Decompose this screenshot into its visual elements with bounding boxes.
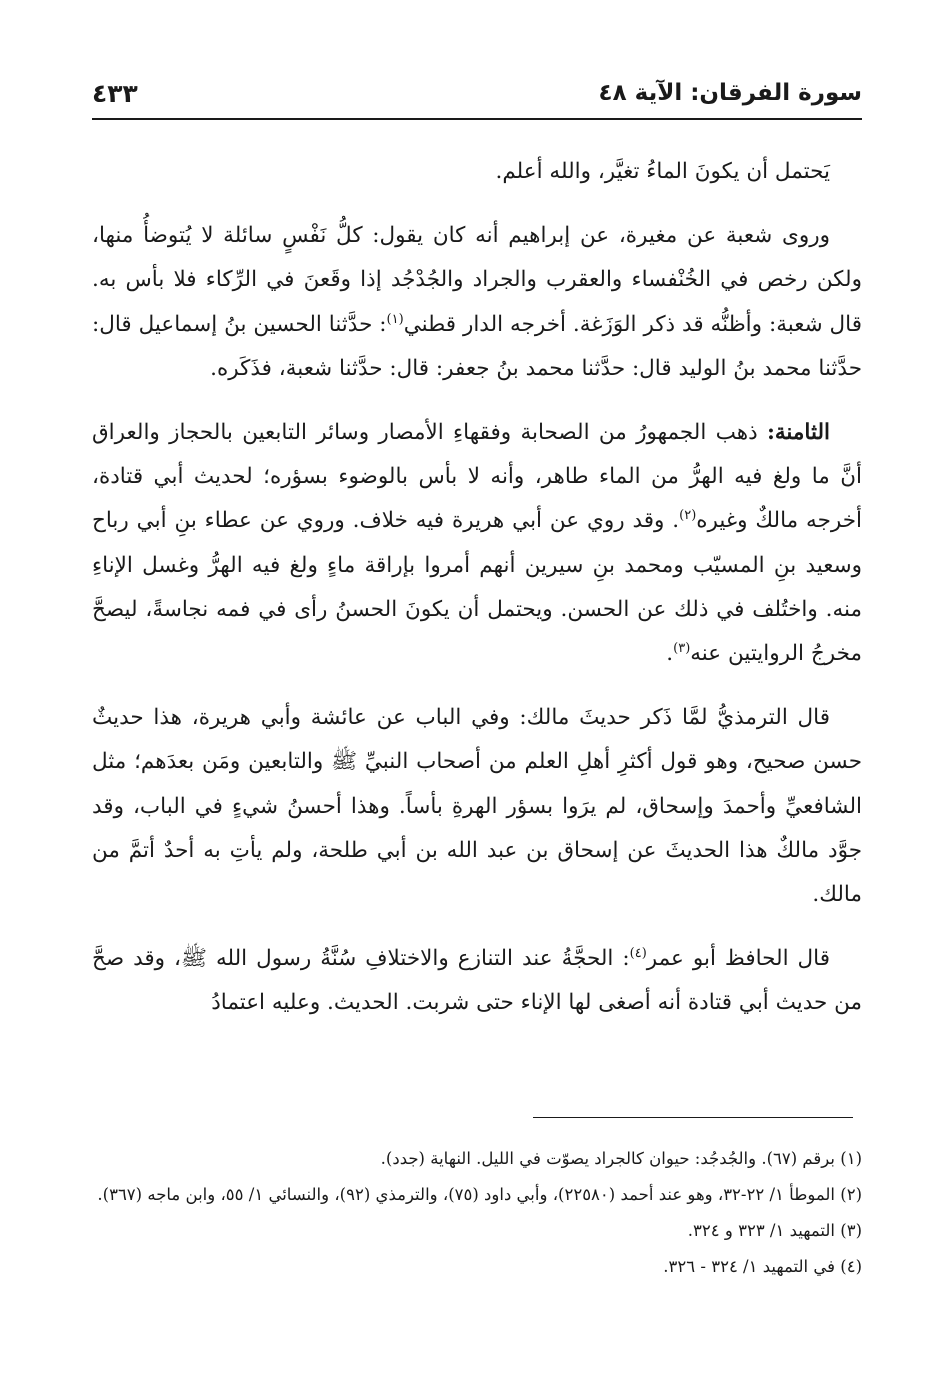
paragraph-3: الثامنة: ذهب الجمهورُ من الصحابة وفقهاءِ الأمصار وسائر التابعين بالحجاز والعراق أنَّ ما ولغ فيه الهرُّ من الماء طاهر، وأنه لا بأس بالوضوء بسؤره؛ لحديث أبي قتادة، أخرجه مالكٌ وغيره$^{(٢)}$. وقد روي عن أبي هريرة فيه خلاف. وروي عن عطاء بنِ أبي رباح وسعيد بنِ المسيّب ومحمد بنِ سيرين أنهم أمروا بإراقة ماءٍ ولغ فيه الهرُّ وغسل الإناءِ منه. واختُلف في ذلك عن الحسن. ويحتمل أن يكونَ الحسنُ رأى في فمه نجاسةً، ليصحَّ مخرجُ الروايتين عنه$^{(٣)}$.	[92, 420, 862, 667]
footnote-4: (٤) في التمهيد ١/ ٣٢٤ - ٣٢٦.	[663, 1257, 862, 1276]
footnote-ref-4[interactable]: (٤)	[629, 946, 647, 962]
footnotes	[92, 1144, 862, 1288]
footnote-divider	[533, 1117, 853, 1118]
paragraph-4: قال الترمذيُّ لمَّا ذَكر حديثَ مالك: وفي الباب عن عائشة وأبي هريرة، هذا حديثٌ حسن صحيح، وهو قول أكثرِ أهلِ العلم من أصحاب النبيِّ ﷺ والتابعين ومَن بعدَهم؛ مثل الشافعيِّ وأحمدَ وإسحاق، لم يرَوا بسؤر الهرةِ بأساً. وهذا أحسنُ شيءٍ في الباب، وقد جوَّد مالكٌ هذا الحديثَ عن إسحاق بن عبد الله بن أبي طلحة، ولم يأتِ به أحدٌ أتمَّ من مالك.	[92, 705, 862, 908]
section-lead: الثامنة:	[766, 420, 830, 446]
footnote-2: (٢) الموطأ ١/ ٢٢-٣٢، وهو عند أحمد (٢٢٥٨٠)، وأبي داود (٧٥)، والترمذي (٩٢)، والنسائي ١/ ٥٥، وابن ماجه (٣٦٧).	[97, 1185, 862, 1204]
page-number: ٤٣٣	[92, 78, 138, 108]
running-header	[92, 74, 862, 120]
paragraph-2: وروى شعبة عن مغيرة، عن إبراهيم أنه كان يقول: كلُّ نَفْسٍ سائلة لا يُتوضأُ منها، ولكن رخص في الخُنْفساء والعقرب والجراد والجُدْجُد إذا وقَعنَ في الرِّكاء فلا بأس به. قال شعبة: وأظنُّه قد ذكر الوَزَغة. أخرجه الدار قطني$^{(١)}$: حدَّثنا الحسين بنُ إسماعيل قال: حدَّثنا محمد بنُ الوليد قال: حدَّثنا محمد بنُ جعفر: قال: حدَّثنا شعبة، فذَكَره.	[92, 223, 862, 381]
footnote-ref-1[interactable]: (١)	[386, 311, 404, 327]
paragraph-1: يَحتمل أن يكونَ الماءُ تغيَّر، والله أعلم.	[495, 159, 830, 184]
footnote-ref-2[interactable]: (٢)	[679, 508, 697, 524]
main-text	[92, 150, 862, 1026]
footnote-ref-3[interactable]: (٣)	[673, 640, 691, 656]
footnote-1: (١) برقم (٦٧). والجُدجُد: حيوان كالجراد يصوّت في الليل. النهاية (جدد).	[380, 1149, 862, 1168]
chapter-title: سورة الفرقان: الآية ٤٨	[598, 80, 862, 106]
paragraph-5: قال الحافظ أبو عمر$^{(٤)}$: الحجَّةُ عند التنازع والاختلافِ سُنَّةُ رسول الله ﷺ، وقد صحَّ من حديث أبي قتادة أنه أصغى لها الإناء حتى شربت. الحديث. وعليه اعتمادُ	[92, 946, 862, 1016]
footnote-3: (٣) التمهيد ١/ ٣٢٣ و ٣٢٤.	[687, 1221, 862, 1240]
